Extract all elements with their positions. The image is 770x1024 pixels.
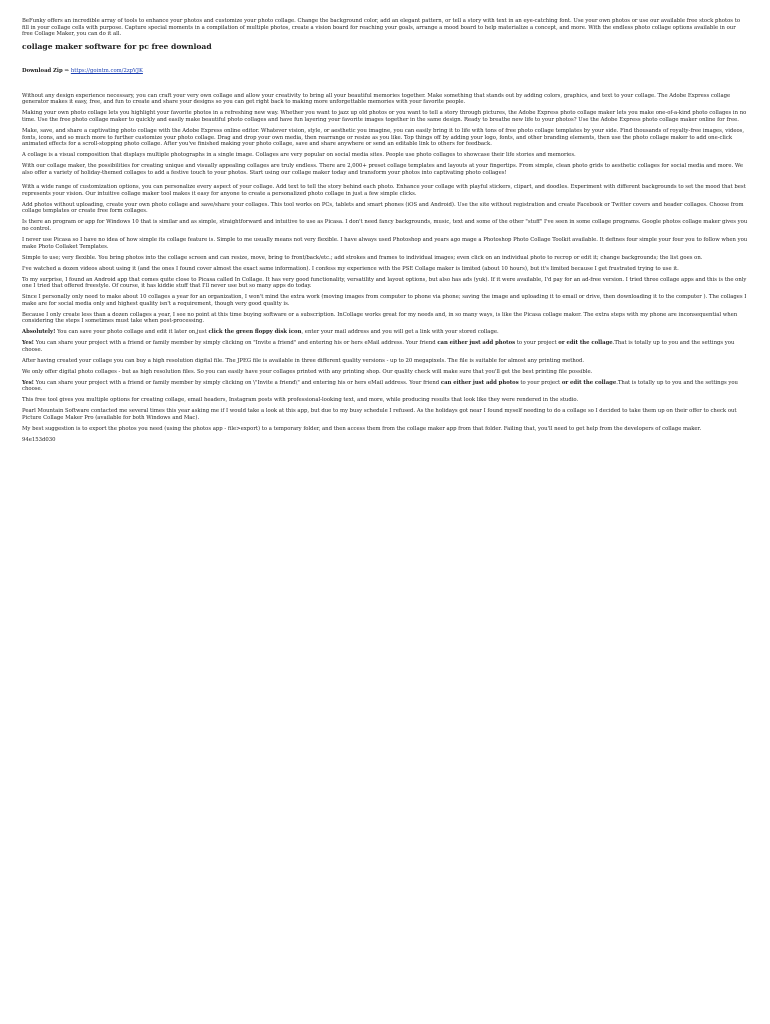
- text-run: You can share your project with a friend or family member by simply clicking on \"Invite a friend\" and entering his or hers eMail address. Your friend: [34, 379, 441, 386]
- paragraph: A collage is a visual composition that displays multiple photographs in a single image. Collages are very popular on social media sites. People use photo collages to showcase their life stories and memories.: [22, 152, 576, 159]
- text-run: You can share your project with a friend or family member by simply clicking on "Invite a friend" and entering his or hers eMail address. Your friend: [34, 340, 438, 347]
- paragraph: After having created your collage you can buy a high resolution digital file. The JPEG file is available in three different quality versions - up to 20 megapixels. The file is suitable for almost any printing method.: [22, 357, 585, 364]
- emphasis: can either just add photos: [440, 379, 519, 386]
- download-arrow: ⇒: [64, 67, 69, 74]
- paragraph: Add photos without uploading, create your own photo collage and save/share your collages. This tool works on PCs, tablets and smart phones (iOS and Android). Use the site without registration and create Facebook or Twitter covers and header collages. Choose from collage templates or create free form collages.: [22, 201, 744, 215]
- text-run: .That is totally up to you and the settings you choose.: [22, 340, 735, 353]
- intro-paragraph: BeFunky offers an incredible array of tools to enhance your photos and customize your photo collage. Change the background color, add an elegant pattern, or tell a story with text in an eye-catching font. Use your own photos or use our available free stock photos to fill in your collage cells with purpose. Capture special moments in a compilation of multiple photos, create a vision board for reaching your goals, arrange a mood board to help materialize a concept, and more. With the endless photo collage options available in our free Collage Maker, you can do it all.: [22, 18, 741, 38]
- page-title: collage maker software for pc free download: [22, 41, 212, 51]
- answer-lead: Absolutely!: [22, 329, 56, 336]
- paragraph: This free tool gives you multiple options for creating collage, email headers, Instagram posts with professional-looking text, and more, while producing results that look like they were rendered in the studio.: [22, 397, 579, 404]
- paragraph: Pearl Mountain Software contacted me several times this year asking me if I would take a look at this app, but due to my busy schedule I refused. As the holidays got near I found myself needing to do a collage so I decided to take them up on their offer to check out Picture Collage Maker Pro (available for both Windows and Mac).: [22, 408, 737, 421]
- download-line: [22, 68, 748, 74]
- paragraph: Since I personally only need to make about 10 collages a year for an organization, I won't mind the extra work (moving images from computer to phone via phone; saving the image and uploading it to email or drive, then downloading it to the computer ). The collages I make are for social media only and highest quality isn't a requirement, though very good quality is.: [22, 294, 747, 307]
- text-run: to your project: [515, 340, 559, 347]
- answer-lead: Yes!: [22, 379, 34, 386]
- faq-save-paragraph: [22, 329, 748, 336]
- footer-code: 94e153d030: [22, 436, 56, 443]
- paragraph: Make, save, and share a captivating photo collage with the Adobe Express online editor. Whatever vision, style, or aesthetic you imagine, you can easily bring it to life with tons of free photo collage templates by your side. Find thousands of royalty-free images, videos, fonts, icons, and so much more to further customize your photo collage. Drag and drop your own media, then rearrange or resize as you like. Top things off by adding your logo, fonts, and other branding elements, then use the photo collage maker to add one-click animated effects for a scroll-stopping photo collage. After you've finished making your photo collage, save and share anywhere or send an editable link to others for feedback.: [22, 127, 745, 148]
- emphasis: click the green floppy disk icon: [208, 329, 302, 336]
- paragraph: Simple to use; very flexible. You bring photos into the collage screen and can resize, move, bring to front/back/etc.; add strokes and frames to individual images; even click on an individual photo to recrop or edit it; change backgrounds; the list goes on.: [22, 254, 703, 261]
- document-page: [22, 18, 748, 448]
- paragraph: My best suggestion is to export the photos you need (using the photos app - file>export) to a temporary folder, and then access them from the collage maker app from that folder. Failing that, you'll need to get help from the developers of collage maker.: [22, 425, 702, 432]
- faq-share-paragraph: [22, 340, 748, 353]
- paragraph: To my surprise, I found an Android app that comes quite close to Picasa called In Collage. It has very good functionality, versatility and layout options, but also has ads (yuk). If it were available, I'd pay for an ad-free version. I tried three collage apps and this is the only one I tried that offered freestyle. Of course, it has kiddie stuff that I'll never use but so many apps do today.: [22, 276, 747, 290]
- paragraph: Is there an program or app for Windows 10 that is similar and as simple, straightforward and intuitive to use as Picasa. I don't need fancy backgrounds, music, text and some of the other "stuff" I've seen in some collage programs. Google photos collage maker gives you no control.: [22, 219, 748, 233]
- faq-share-paragraph-2: [22, 380, 748, 393]
- paragraph: I never use Picasa so I have no idea of how simple its collage feature is. Simple to me usually means not very flexible. I have always used Photoshop and years ago mage a Photoshop Photo Collage Toolkit available. It defines four simple your four you to follow when you make Photo Collaket Templates.: [22, 237, 748, 250]
- text-run: .That is totally up to you and the settings you choose.: [22, 379, 738, 393]
- text-run: to your project: [518, 379, 562, 386]
- paragraph: With our collage maker, the possibilities for creating unique and visually appealing collages are truly endless. There are 2,000+ preset collage templates and layouts at your fingertips. From simple, clean photo grids to aesthetic collages for social media and more. We also offer a variety of holiday-themed collages to add a festive touch to your photos. Start using our collage maker today and transform your photos into captivating photo collages!: [22, 163, 743, 176]
- paragraph: With a wide range of customization options, you can personalize every aspect of your collage. Add text to tell the story behind each photo. Enhance your collage with playful stickers, clipart, and doodles. Experiment with different backgrounds to set the mood that best represents your vision. Our intuitive collage maker tool makes it easy for anyone to create a personalized photo collage in just a few simple clicks.: [22, 184, 746, 197]
- paragraph: Because I only create less than a dozen collages a year, I see no point at this time buying software or a subscription. InCollage works great for my needs and, in so many ways, is like the Picasa collage maker. The extra steps with my phone are inconsequential when considering the steps I sometimes must take when post-processing.: [22, 311, 738, 325]
- paragraph: Without any design experience necessary, you can craft your very own collage and allow your creativity to bring all your beautiful memories together. Make something that stands out by adding colors, graphics, and text to your collage. The Adobe Express collage generator makes it easy, free, and fun to create and share your designs so you can get right back to making more unforgettable memories with your favorite people.: [22, 92, 731, 106]
- text-run: You can save your photo collage and edit it later on,just: [55, 329, 209, 336]
- emphasis: or edit the collage: [558, 340, 613, 347]
- text-run: , enter your mail address and you will get a link with your stored collage.: [301, 329, 499, 336]
- paragraph: Making your own photo collage lets you highlight your favorite photos in a refreshing new way. Whether you want to jazz up old photos or you want to tell a story through pictures, the Adobe Express photo collage maker lets you make one-of-a-kind photo collages in no time. Use the free photo collage maker to quickly and easily make beautiful photo collages and have fun layering your favorite images together in the same design. Ready to breathe new life to your photos? Use the Adobe Express photo collage maker online for free.: [22, 110, 747, 123]
- download-link[interactable]: https://gointm.com/2zpVJK: [70, 67, 143, 74]
- article-body: [22, 93, 748, 444]
- answer-lead: Yes!: [22, 340, 34, 347]
- paragraph: We only offer digital photo collages - but as high resolution files. So you can easily have your collages printed with any printing shop. Our quality check will make sure that you'll get the best printing file possible.: [22, 368, 593, 375]
- emphasis: or edit the collage: [561, 379, 617, 386]
- download-label: Download Zip: [22, 67, 63, 74]
- paragraph: I've watched a dozen videos about using it (and the ones I found cover almost the exact same information). I confess my experience with the PSE Collage maker is limited (about 10 hours), but it's limited because I get frustrated trying to use it.: [22, 265, 679, 272]
- emphasis: can either just add photos: [437, 340, 516, 347]
